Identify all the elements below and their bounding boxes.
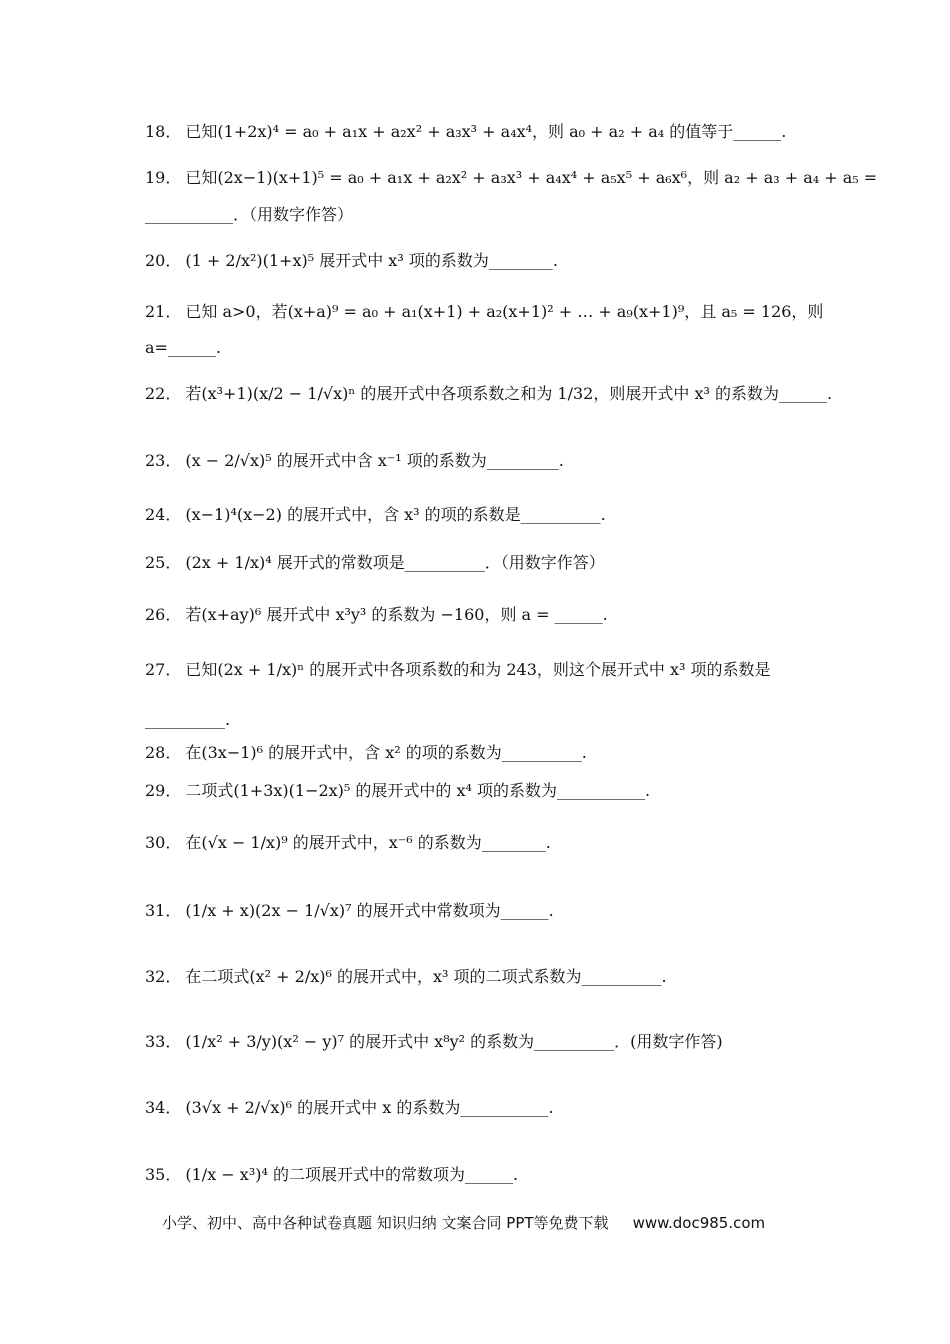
question-text: 二项式(1+3x)(1−2x)⁵ 的展开式中的 x⁴ 项的系数为___________.	[185, 781, 651, 800]
question-text: 若(x+ay)⁶ 展开式中 x³y³ 的系数为 −160，则 a = ______.	[185, 605, 608, 624]
question-text: 已知(2x + 1/x)ⁿ 的展开式中各项系数的和为 243，则这个展开式中 x³ 项的系数是	[185, 660, 771, 679]
question-text: (1 + 2/x²)(1+x)⁵ 展开式中 x³ 项的系数为________.	[185, 251, 558, 270]
question-28	[145, 743, 800, 763]
question-number: 26．	[145, 605, 182, 624]
question-text: (1/x² + 3/y)(x² − y)⁷ 的展开式中 x⁸y² 的系数为__________．(用数字作答)	[185, 1032, 723, 1051]
question-number: 24．	[145, 505, 182, 524]
question-23	[145, 451, 800, 471]
question-number: 31．	[145, 901, 182, 920]
question-number: 32．	[145, 967, 182, 986]
question-text: 在二项式(x² + 2/x)⁶ 的展开式中，x³ 项的二项式系数为__________.	[185, 967, 667, 986]
question-number: 18．	[145, 122, 182, 141]
question-number: 29．	[145, 781, 182, 800]
question-text: (x−1)⁴(x−2) 的展开式中，含 x³ 的项的系数是__________.	[185, 505, 606, 524]
question-text: 在(3x−1)⁶ 的展开式中，含 x² 的项的系数为__________.	[185, 743, 587, 762]
question-number: 21．	[145, 302, 182, 321]
question-text: (x − 2/√x)⁵ 的展开式中含 x⁻¹ 项的系数为_________.	[185, 451, 564, 470]
question-35	[145, 1165, 800, 1185]
question-text: 已知(2x−1)(x+1)⁵ = a₀ + a₁x + a₂x² + a₃x³ + a₄x⁴ + a₅x⁵ + a₆x⁶，则 a₂ + a₃ + a₄ + a₅ =	[185, 168, 878, 187]
question-34	[145, 1098, 800, 1118]
question-29	[145, 781, 800, 801]
question-27	[145, 660, 800, 680]
question-number: 19．	[145, 168, 182, 187]
question-27-continuation: __________.	[145, 710, 231, 729]
question-text: (3√x + 2/√x)⁶ 的展开式中 x 的系数为___________.	[185, 1098, 554, 1117]
question-text: 若(x³+1)(x/2 − 1/√x)ⁿ 的展开式中各项系数之和为 1/32，则展开式中 x³ 的系数为______.	[185, 384, 833, 403]
question-20	[145, 251, 800, 271]
question-31	[145, 901, 800, 921]
question-number: 34．	[145, 1098, 182, 1117]
question-30	[145, 833, 800, 853]
question-26	[145, 605, 800, 625]
question-text: (1/x − x³)⁴ 的二项展开式中的常数项为______.	[185, 1165, 519, 1184]
question-number: 35．	[145, 1165, 182, 1184]
question-32	[145, 967, 800, 987]
question-text: 在(√x − 1/x)⁹ 的展开式中，x⁻⁶ 的系数为________.	[185, 833, 551, 852]
question-21	[145, 302, 824, 322]
question-21-continuation: a=______.	[145, 338, 222, 357]
question-25	[145, 553, 800, 573]
question-19	[145, 168, 878, 188]
question-number: 28．	[145, 743, 182, 762]
footer-text: 小学、初中、高中各种试卷真题 知识归纳 文案合同 PPT等免费下载	[162, 1214, 609, 1232]
question-number: 22．	[145, 384, 182, 403]
question-text: 已知(1+2x)⁴ = a₀ + a₁x + a₂x² + a₃x³ + a₄x⁴，则 a₀ + a₂ + a₄ 的值等于______.	[185, 122, 787, 141]
question-19-continuation: ___________．（用数字作答）	[145, 205, 354, 224]
question-18	[145, 122, 800, 142]
question-text: (1/x + x)(2x − 1/√x)⁷ 的展开式中常数项为______.	[185, 901, 554, 920]
question-number: 33．	[145, 1032, 182, 1051]
question-number: 20．	[145, 251, 182, 270]
question-33	[145, 1032, 800, 1052]
footer-site-link[interactable]: www.doc985.com	[632, 1214, 766, 1232]
question-text: (2x + 1/x)⁴ 展开式的常数项是__________．（用数字作答）	[185, 553, 605, 572]
question-22	[145, 384, 833, 404]
question-number: 25．	[145, 553, 182, 572]
question-number: 30．	[145, 833, 182, 852]
question-number: 27．	[145, 660, 182, 679]
question-24	[145, 505, 800, 525]
question-text: 已知 a>0，若(x+a)⁹ = a₀ + a₁(x+1) + a₂(x+1)² + … + a₉(x+1)⁹，且 a₅ = 126，则	[185, 302, 824, 321]
page-footer	[162, 1212, 765, 1233]
question-number: 23．	[145, 451, 182, 470]
